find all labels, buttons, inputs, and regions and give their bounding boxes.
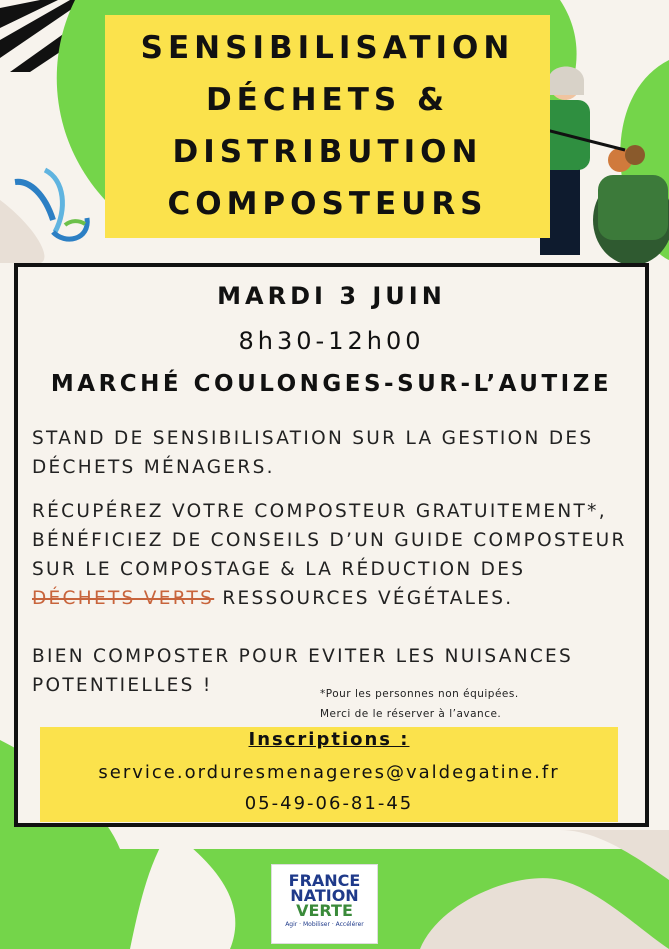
paragraph-composteur: [32, 497, 632, 613]
para3-line-1: BIEN COMPOSTER POUR EVITER LES NUISANCES: [32, 646, 574, 667]
inscriptions-title: Inscriptions :: [248, 729, 410, 750]
fnv-line-3: VERTE: [296, 901, 353, 920]
event-place: MARCHÉ COULONGES-SUR-L’AUTIZE: [50, 371, 613, 397]
para2-end: RESSOURCES VÉGÉTALES.: [214, 588, 514, 609]
para2-line-2: BÉNÉFICIEZ DE CONSEILS D’UN GUIDE COMPOSTEUR: [32, 530, 627, 551]
inscriptions-email[interactable]: service.orduresmenageres@valdegatine.fr: [98, 762, 560, 783]
footnote-line-1: *Pour les personnes non équipées.: [320, 688, 519, 700]
footnote: [320, 684, 519, 724]
title-line-4: COMPOSTEURS: [167, 186, 488, 222]
para2-line-4: [32, 584, 632, 613]
inscriptions-phone[interactable]: 05-49-06-81-45: [244, 793, 414, 814]
para2-line-1: RÉCUPÉREZ VOTRE COMPOSTEUR GRATUITEMENT*,: [32, 501, 607, 522]
title-line-3: DISTRIBUTION: [172, 134, 483, 170]
fnv-tagline: Agir · Mobiliser · Accélérer: [285, 921, 364, 928]
fnv-line-1: FRANCE: [288, 871, 361, 890]
footnote-line-2: Merci de le réserver à l’avance.: [320, 708, 502, 720]
para3-line-2: POTENTIELLES !: [32, 675, 213, 696]
title-line-1: SENSIBILISATION: [140, 30, 515, 66]
event-time: 8h30-12h00: [238, 327, 425, 355]
page-title: [105, 22, 550, 230]
paragraph-stand: STAND DE SENSIBILISATION SUR LA GESTION DES DÉCHETS MÉNAGERS.: [32, 428, 594, 478]
para2-line-3: SUR LE COMPOSTAGE & LA RÉDUCTION DES: [32, 559, 526, 580]
event-date: MARDI 3 JUIN: [217, 282, 446, 310]
fnv-line-2: NATION: [290, 886, 359, 905]
france-nation-verte-logo: [271, 864, 378, 944]
title-line-2: DÉCHETS &: [205, 82, 450, 118]
struck-text: DÉCHETS VERTS: [32, 588, 215, 609]
